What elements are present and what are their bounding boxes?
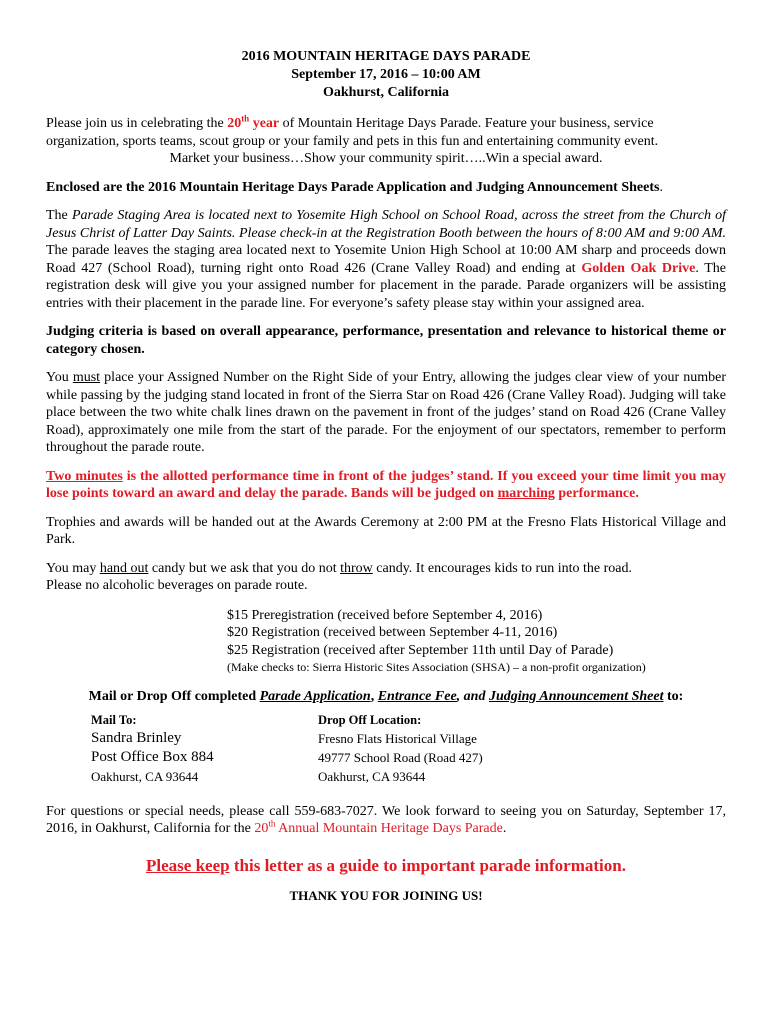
alcohol-notice: Please no alcoholic beverages on parade route. [46, 578, 308, 593]
performance-time-warning: Two minutes is the allotted performance time in front of the judges’ stand. If you exceed your time limit you may lose points toward an award and delay the parade. Bands will be judged on marching performance. [46, 468, 726, 501]
intro-slogan: Market your business…Show your community spirit…..Win a special award. [169, 151, 603, 166]
drop-off-label: Drop Off Location: [318, 712, 422, 727]
address-columns [91, 712, 726, 786]
fee-item: $25 Registration (received after September 11th until Day of Parade) [227, 642, 614, 658]
drop-off-city: Oakhurst, CA 93644 [318, 768, 426, 784]
assigned-number-paragraph: You must place your Assigned Number on the Right Side of your Entry, allowing the judges clear view of your number while passing by the judging stand located in front of the Sierra Star on Road 426 (Crane Valley Road). Judging will take place between the two white chalk lines drawn on the pavement in front of the judges’ stand on Road 426 (Crane Valley Road), approximately one mile from the start of the parade. For the enjoyment of our spectators, remember to perform throughout the parade route. [46, 370, 726, 455]
keep-letter-notice: Please keep this letter as a guide to important parade information. [146, 855, 626, 875]
trophies-paragraph: Trophies and awards will be handed out at the Awards Ceremony at 2:00 PM at the Fresno Flats Historical Village and Park. [46, 514, 726, 547]
intro-paragraph: Please join us in celebrating the 20th year of Mountain Heritage Days Parade. Feature your business, service organization, sports teams, scout group or your family and pets in this fun and entertaining community event. [46, 113, 659, 149]
mail-to-city: Oakhurst, CA 93644 [91, 768, 199, 784]
drop-off-block [318, 712, 545, 786]
parade-title: 2016 MOUNTAIN HERITAGE DAYS PARADE [241, 49, 531, 64]
enclosed-notice: Enclosed are the 2016 Mountain Heritage Days Parade Application and Judging Announcement Sheets. [46, 179, 663, 195]
parade-date: September 17, 2016 – 10:00 AM [291, 67, 481, 82]
mail-instructions: Mail or Drop Off completed Parade Application, Entrance Fee, and Judging Announcement Sheet to: [88, 689, 684, 704]
parade-location: Oakhurst, California [322, 85, 449, 100]
drop-off-address: 49777 School Road (Road 427) [318, 749, 483, 765]
thank-you: THANK YOU FOR JOINING US! [289, 888, 483, 903]
letter-page [46, 48, 726, 905]
drop-off-name: Fresno Flats Historical Village [318, 730, 477, 746]
questions-paragraph: For questions or special needs, please call 559-683-7027. We look forward to seeing you on Saturday, September 17, 2016, in Oakhurst, California for the 20th Annual Mountain Heritage Days Parade. [46, 803, 726, 836]
checks-note: (Make checks to: Sierra Historic Sites Association (SHSA) – a non-profit organization) [227, 660, 646, 674]
staging-paragraph: The Parade Staging Area is located next to Yosemite High School on School Road, across the street from the Church of Jesus Christ of Latter Day Saints. Please check-in at the Registration Booth between the hours of 8:00 AM and 9:00 AM. The parade leaves the staging area located next to Yosemite Union High School at 10:00 AM sharp and proceeds down Road 427 (School Road), turning right onto Road 426 (Crane Valley Road) and ending at Golden Oak Drive. The registration desk will give you your assigned number for placement in the parade. Parade organizers will be assisting entries with their placement in the parade line. For everyone’s safety please stay within your assigned area. [46, 208, 727, 311]
judging-criteria: Judging criteria is based on overall appearance, performance, presentation and relevance to historical theme or category chosen. [46, 324, 726, 357]
mail-to-label: Mail To: [91, 712, 137, 727]
letter-header [46, 48, 726, 102]
mail-to-name: Sandra Brinley [91, 729, 182, 746]
fee-item: $20 Registration (received between September 4-11, 2016) [227, 625, 558, 640]
candy-paragraph: You may hand out candy but we ask that you do not throw candy. It encourages kids to run into the road. [46, 560, 632, 576]
fee-item: $15 Preregistration (received before September 4, 2016) [227, 607, 543, 623]
mail-to-block [91, 712, 318, 786]
golden-oak-highlight: Golden Oak Drive [581, 260, 696, 276]
mail-to-box: Post Office Box 884 [91, 748, 214, 765]
anniversary-highlight: 20th year [227, 113, 280, 131]
fee-list [227, 607, 726, 676]
